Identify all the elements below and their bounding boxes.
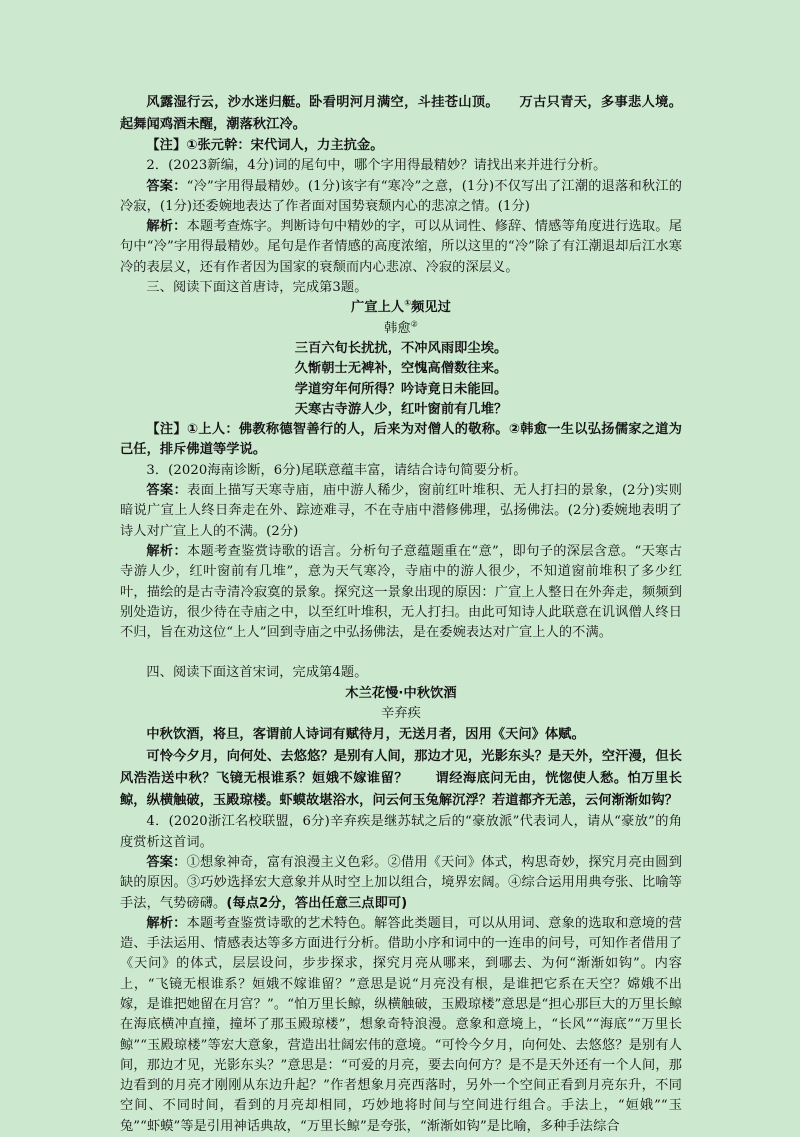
poem-title: 广宣上人①频见过 — [351, 298, 451, 316]
analysis-text: 本题考查炼字。判断诗句中精妙的字，可以从词性、修辞、情感等角度进行选取。尾句中“冷”字用得最精妙。尾句是作者情感的高度浓缩，所以这里的“冷”除了有江潮退却后江水寒冷的表层义，还有作者因为国家的衰颓而内心悲凉、冷寂的深层义。 — [120, 219, 682, 275]
analysis-label: 解析： — [146, 219, 187, 235]
section-4-heading: 四、阅读下面这首宋词，完成第4题。 — [146, 665, 368, 681]
answer-text: “冷”字用得最精妙。(1分)该字有“寒冷”之意，(1分)不仅写出了江潮的退落和秋江的冷寂，(1分)还委婉地表达了作者面对国势衰颓内心的悲凉之情。(1分) — [120, 178, 682, 214]
analysis-3 — [120, 542, 682, 643]
document-page — [120, 92, 682, 1137]
answer-text: ①想象神奇，富有浪漫主义色彩。②借用《天问》体式，构思奇妙，探究月亮由圆到缺的原因。③巧妙选择宏大意象并从时空上加以组合，境界宏阔。④综合运用用典夸张、比喻等手法，气势磅礴。 — [120, 854, 682, 911]
poem-line: 三百六旬长扰扰，不冲风雨即尘埃。 — [294, 340, 508, 356]
answer-text: 表面上描写天寒寺庙，庙中游人稀少，窗前红叶堆积、无人打扫的景象，(2分)实则暗说广宣上人终日奔走在外、踪迹难寻，不在寺庙中潜修佛理，弘扬佛法。(2分)委婉地表明了诗人对广宣上人的不满。(2分) — [120, 483, 682, 539]
spacer — [120, 643, 682, 663]
answer-scoring: (每点2分，答出任意三点即可) — [226, 895, 408, 911]
analysis-2 — [120, 217, 682, 278]
ci-preface: 中秋饮酒，将旦，客谓前人诗词有赋待月，无送月者，因用《天问》体赋。 — [146, 727, 585, 743]
poem-text: 风露湿行云，沙水迷归艇。卧看明河月满空，斗挂苍山顶。 万古只青天，多事悲人境。起舞闻鸡酒未醒，潮落秋江冷。 — [120, 95, 682, 132]
analysis-text: 本题考查鉴赏诗歌的语言。分析句子意蕴题重在“意”，即句子的深层含意。“天寒古寺游人少，红叶窗前有几堆”，意为天气寒冷，寺庙中的游人很少，不知道窗前堆积了多少红叶，描绘的是古寺清冷寂寞的景象。探究这一景象出现的原因：广宣上人整日在外奔走，频频到别处造访，很少待在寺庙之中，以至红叶堆积，无人打扫。由此可知诗人此联意在讥讽僧人终日不归，旨在劝这位“上人”回到寺庙之中弘扬佛法，是在委婉表达对广宣上人的不满。 — [120, 543, 682, 641]
ci-title: 木兰花慢·中秋饮酒 — [345, 685, 457, 701]
section-3-heading: 三、阅读下面这首唐诗，完成第3题。 — [146, 280, 368, 296]
analysis-4 — [120, 914, 682, 1137]
answer-2 — [120, 177, 682, 218]
poem-line: 久惭朝士无裨补，空愧高僧数往来。 — [294, 361, 508, 377]
analysis-label: 解析： — [146, 915, 187, 931]
analysis-label: 解析： — [146, 543, 188, 559]
poem-author: 韩愈② — [384, 319, 418, 336]
poem-note: 【注】①张元幹：宋代词人，力主抗金。 — [146, 138, 384, 153]
question-2: 2．(2023新编，4分)词的尾句中，哪个字用得最精妙？请找出来并进行分析。 — [146, 158, 607, 174]
answer-3 — [120, 481, 682, 542]
answer-label: 答案： — [146, 854, 187, 870]
poem-note: 【注】①上人：佛教称德智善行的人，后来为对僧人的敬称。②韩愈一生以弘扬儒家之道为己任，排斥佛道等学说。 — [120, 422, 682, 458]
analysis-text: 本题考查鉴赏诗歌的艺术特色。解答此类题目，可以从用词、意象的选取和意境的营造、手法运用、情感表达等多方面进行分析。借助小序和词中的一连串的问号，可知作者借用了《天问》的体式，层层设问，步步探求，探究月亮从哪来，到哪去、为何“渐渐如钩”。内容上，“飞镜无根谁系？姮娥不嫁谁留？”意思是说“月亮没有根，是谁把它系在天空？嫦娥不出嫁，是谁把她留在月宫？”。“怕万里长鲸，纵横触破，玉殿琼楼”意思是“担心那巨大的万里长鲸在海底横冲直撞，撞坏了那玉殿琼楼”，想象奇特浪漫。意象和意境上，“长风”“海底”“万里长鲸”“玉殿琼楼”等宏大意象，营造出壮阔宏伟的意境。“可怜今夕月，向何处、去悠悠？是别有人间，那边才见，光影东头？”意思是：“可爱的月亮，要去向何方？是不是天外还有一个人间，那边看到的月亮才刚刚从东边升起？”作者想象月亮西落时，另外一个空间正看到月亮东升，不同空间、不同时间，看到的月亮却相同，巧妙地将时间与空间进行组合。手法上，“姮娥”“玉兔”“虾蟆”等是引用神话典故，“万里长鲸”是夸张，“渐渐如钩”是比喻，多种手法综合 — [120, 915, 682, 1134]
poem-line: 学道穷年何所得？吟诗竟日未能回。 — [294, 381, 508, 397]
ci-author: 辛弃疾 — [381, 706, 421, 722]
answer-4 — [120, 853, 682, 914]
ci-body: 可怜今夕月，向何处、去悠悠？是别有人间，那边才见，光影东头？是天外，空汗漫，但长风浩浩送中秋？飞镜无根谁系？姮娥不嫁谁留？ 谓经海底问无由，恍惚使人愁。怕万里长鲸，纵横触破，玉殿琼楼。虾蟆故堪浴水，问云何玉兔解沉浮？若道都齐无恙，云何渐渐如钩？ — [120, 749, 682, 809]
question-4: 4．(2020浙江名校联盟，6分)辛弃疾是继苏轼之后的“豪放派”代表词人，请从“豪放”的角度赏析这首词。 — [120, 814, 682, 850]
answer-label: 答案： — [146, 483, 188, 499]
answer-label: 答案： — [146, 178, 187, 194]
question-3: 3．(2020海南诊断，6分)尾联意蕴丰富，请结合诗句简要分析。 — [146, 462, 527, 478]
poem-line: 天寒古寺游人少，红叶窗前有几堆？ — [294, 401, 508, 417]
